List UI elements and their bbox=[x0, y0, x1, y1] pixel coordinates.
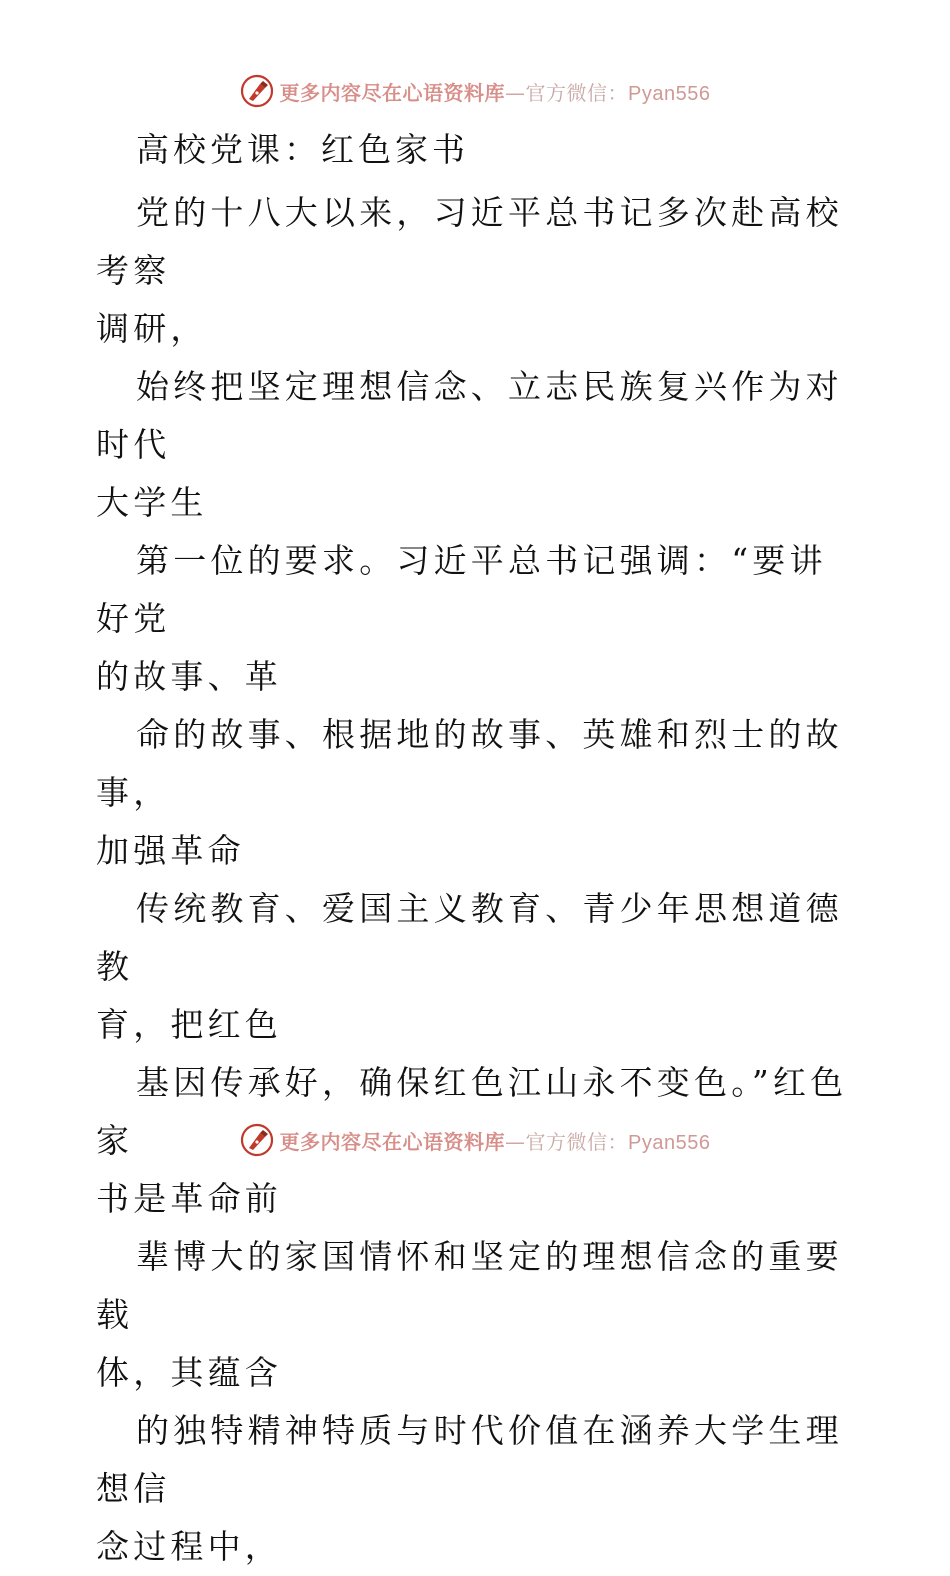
footer-watermark bbox=[0, 1120, 950, 1160]
watermark-contact-id: Pyan556 bbox=[628, 1131, 711, 1154]
watermark-main: 更多内容尽在心语资料库 bbox=[279, 80, 506, 105]
watermark-text bbox=[280, 1126, 711, 1155]
paragraph bbox=[96, 184, 856, 358]
watermark-contact-label: 官方微信： bbox=[525, 80, 629, 105]
watermark-contact-id: Pyan556 bbox=[628, 82, 711, 105]
paragraph bbox=[96, 1228, 856, 1402]
watermark-main: 更多内容尽在心语资料库 bbox=[279, 1129, 506, 1154]
paragraph-line: 党的十八大以来，习近平总书记多次赴高校考察 bbox=[96, 193, 843, 290]
watermark-dash: — bbox=[505, 1129, 526, 1154]
paragraph-line: 书是革命前 bbox=[96, 1179, 282, 1218]
watermark-text bbox=[280, 77, 711, 106]
document-title: 高校党课：红色家书 bbox=[136, 130, 469, 169]
paragraph-line: 第一位的要求。习近平总书记强调：“要讲好党 bbox=[96, 541, 827, 638]
paragraph-line: 命的故事、根据地的故事、英雄和烈士的故事， bbox=[96, 715, 843, 812]
paragraph-line: 基因传承好，确保红色江山永不变色。”红色家 bbox=[96, 1063, 848, 1160]
paragraph-line: 念过程中， bbox=[96, 1527, 282, 1566]
paragraph-line: 的独特精神特质与时代价值在涵养大学生理想信 bbox=[96, 1411, 843, 1508]
paragraph-line: 始终把坚定理想信念、立志民族复兴作为对时代 bbox=[96, 367, 843, 464]
paragraph-line: 育，把红色 bbox=[96, 1005, 282, 1044]
paragraph bbox=[96, 1402, 856, 1576]
watermark-dash: — bbox=[505, 80, 526, 105]
pen-nib-logo-icon bbox=[240, 1123, 274, 1157]
header-watermark bbox=[0, 71, 950, 111]
paragraph-line: 调研， bbox=[96, 309, 208, 348]
paragraph-line: 传统教育、爱国主义教育、青少年思想道德教 bbox=[96, 889, 843, 986]
paragraph bbox=[96, 532, 856, 706]
paragraph-line: 辈博大的家国情怀和坚定的理想信念的重要载 bbox=[96, 1237, 843, 1334]
paragraph bbox=[96, 706, 856, 880]
paragraph-line: 加强革命 bbox=[96, 831, 245, 870]
pen-nib-logo-icon bbox=[240, 74, 274, 108]
paragraph-line: 大学生 bbox=[96, 483, 208, 522]
paragraph-line: 体，其蕴含 bbox=[96, 1353, 282, 1392]
paragraph bbox=[96, 358, 856, 532]
watermark-contact-label: 官方微信： bbox=[525, 1129, 629, 1154]
document-body bbox=[96, 124, 856, 1576]
paragraph-line: 的故事、革 bbox=[96, 657, 282, 696]
paragraph bbox=[96, 880, 856, 1054]
